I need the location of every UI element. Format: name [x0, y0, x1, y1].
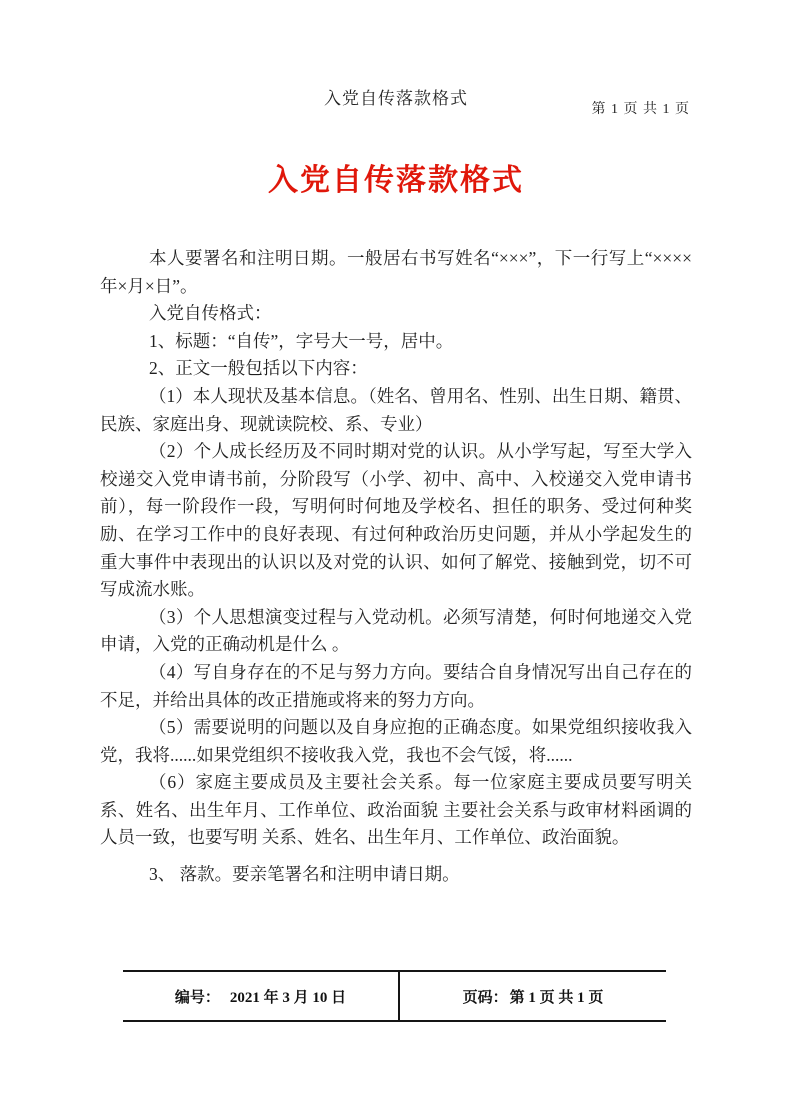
paragraph: 入党自传格式：: [149, 303, 272, 324]
paragraph: 本人要署名和注明日期。一般居右书写姓名“×××”，下一行写上“××××年×月×日”。: [100, 248, 692, 296]
paragraph: （5）需要说明的问题以及自身应抱的正确态度。如果党组织接收我入党，我将......如果党组织不接收我入党，我也不会气馁，将......: [100, 717, 692, 765]
paragraph: 1、标题：“自传”，字号大一号，居中。: [149, 330, 454, 351]
header-page-indicator: 第 1 页 共 1 页: [591, 102, 690, 117]
footer-number-cell: [123, 972, 400, 1020]
footer-table: [123, 970, 666, 1022]
paragraph: （1）本人现状及基本信息。（姓名、曾用名、性别、出生日期、籍贯、民族、家庭出身、现就读院校、系、专业）: [100, 385, 692, 434]
footer-page-value: 第 1 页 共 1 页: [509, 989, 604, 1006]
paragraph: （3）个人思想演变过程与入党动机。必须写清楚，何时何地递交入党申请，入党的正确动机是什么 。: [100, 606, 692, 655]
footer-number-label: 编号：: [174, 989, 220, 1006]
header-doc-title: 入党自传落款格式: [324, 89, 468, 108]
paragraph: 3、 落款。要亲笔署名和注明申请日期。: [149, 864, 460, 885]
document-body: [100, 245, 692, 889]
paragraph: （2）个人成长经历及不同时期对党的认识。从小学写起，写至大学入校递交入党申请书前，分阶段写（小学、初中、高中、入校递交入党申请书前），每一阶段作一段，写明何时何地及学校名、担任的职务、受过何种奖励、在学习工作中的良好表现、有过何种政治历史问题，并从小学起发生的重大事件中表现出的认识以及对党的认识、如何了解党、接触到党，切不可写成流水账。: [100, 441, 692, 600]
paragraph: （4）写自身存在的不足与努力方向。要结合自身情况写出自己存在的不足，并给出具体的改正措施或将来的努力方向。: [100, 661, 692, 710]
footer-page-label: 页码：: [462, 989, 508, 1006]
footer-number-value: 2021 年 3 月 10 日: [229, 989, 347, 1006]
paragraph: （6）家庭主要成员及主要社会关系。每一位家庭主要成员要写明关系、姓名、出生年月、工作单位、政治面貌 主要社会关系与政审材料函调的人员一致，也要写明 关系、姓名、出生年月、工作单位、政治面貌。: [100, 772, 692, 848]
paragraph: 2、正文一般包括以下内容：: [149, 358, 368, 379]
main-title: 入党自传落款格式: [268, 164, 524, 197]
footer-page-cell: [400, 972, 666, 1020]
